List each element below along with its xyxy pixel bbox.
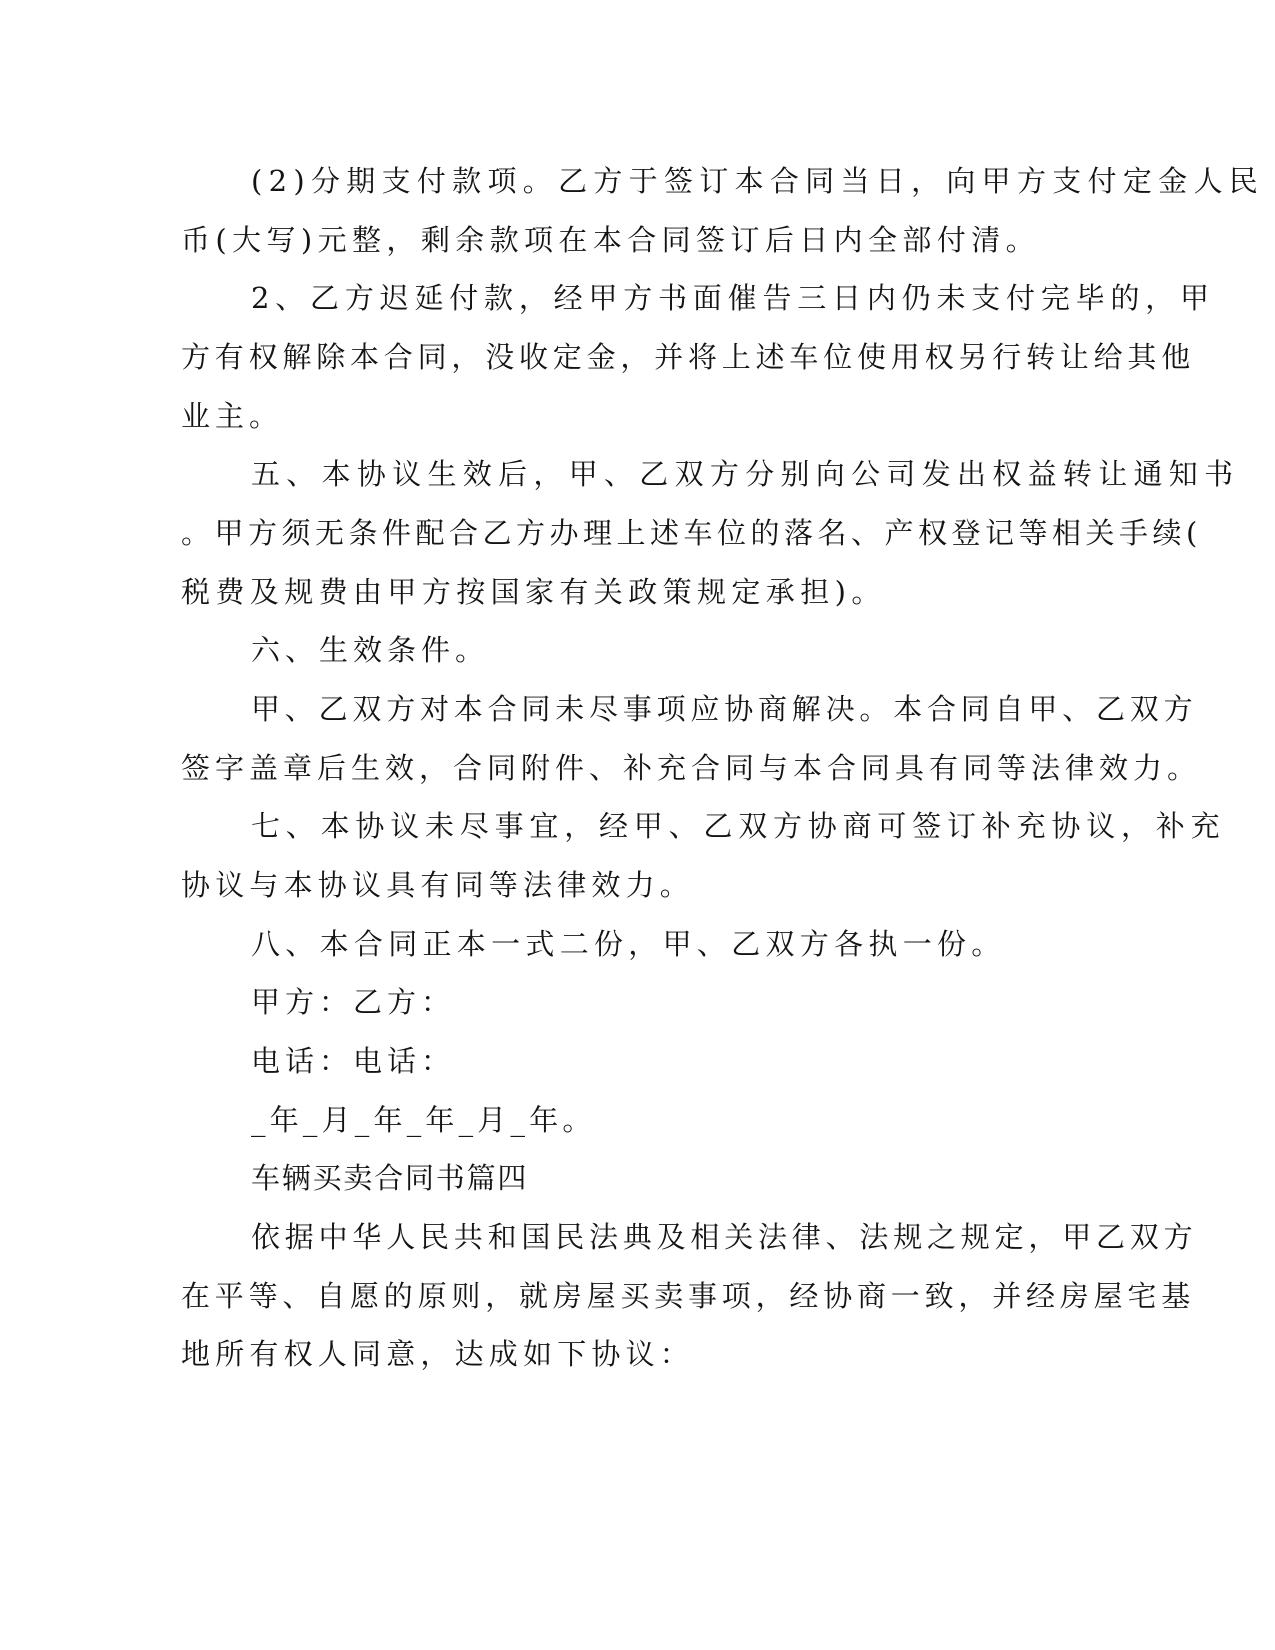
- text-line: _年_月_年_年_月_年。: [251, 1103, 596, 1137]
- text-line: 签字盖章后生效，合同附件、补充合同与本合同具有同等法律效力。: [181, 751, 1202, 785]
- text-line: 电话：电话：: [251, 1044, 456, 1078]
- text-line: 依据中华人民共和国民法典及相关法律、法规之规定，甲乙双方: [251, 1220, 1198, 1254]
- text-line: 方有权解除本合同，没收定金，并将上述车位使用权另行转让给其他: [181, 340, 1196, 374]
- text-line: 五、本协议生效后，甲、乙双方分别向公司发出权益转让通知书: [251, 457, 1240, 491]
- text-line: 2、乙方迟延付款，经甲方书面催告三日内仍未支付完毕的，甲: [251, 281, 1215, 315]
- text-line: (2)分期支付款项。乙方于签订本合同当日，向甲方支付定金人民: [251, 164, 1265, 198]
- text-line: 甲方：乙方：: [251, 985, 456, 1019]
- text-line: 协议与本协议具有同等法律效力。: [181, 868, 695, 902]
- text-line: 八、本合同正本一式二份，甲、乙双方各执一份。: [251, 927, 1006, 961]
- text-line: 币(大写)元整，剩余款项在本合同签订后日内全部付清。: [181, 223, 1041, 257]
- text-line: 六、生效条件。: [251, 633, 490, 667]
- text-line: 税费及规费由甲方按国家有关政策规定承担)。: [181, 575, 886, 609]
- text-line: 在平等、自愿的原则，就房屋买卖事项，经协商一致，并经房屋宅基: [181, 1279, 1196, 1313]
- text-line: 。甲方须无条件配合乙方办理上述车位的落名、产权登记等相关手续(: [181, 516, 1202, 550]
- text-line: 车辆买卖合同书篇四: [251, 1161, 529, 1195]
- text-line: 业主。: [181, 399, 284, 433]
- text-line: 地所有权人同意，达成如下协议：: [181, 1337, 695, 1371]
- text-line: 甲、乙双方对本合同未尽事项应协商解决。本合同自甲、乙双方: [251, 692, 1198, 726]
- text-line: 七、本协议未尽事宜，经甲、乙双方协商可签订补充协议，补充: [251, 809, 1226, 843]
